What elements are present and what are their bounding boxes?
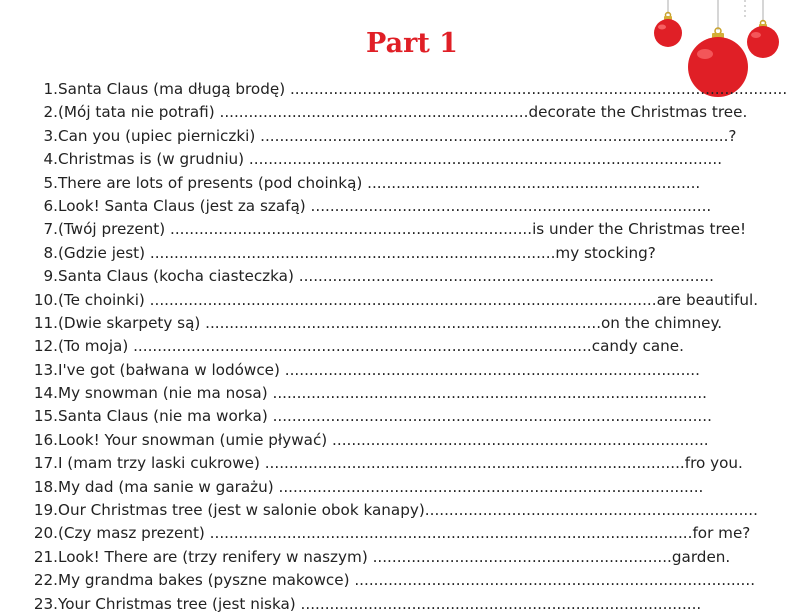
- exercise-number: 12.: [33, 337, 58, 356]
- exercise-sentence: (Twój prezent) ...........................................................................is under the Christmas tree!: [58, 220, 747, 239]
- exercise-number: 8.: [43, 243, 58, 262]
- exercise-item: [0, 405, 800, 428]
- exercise-sentence: (Mój tata nie potrafi) ................................................................decorate the Christmas tree.: [58, 103, 748, 122]
- exercise-number: 6.: [43, 196, 58, 215]
- exercise-number: 1.: [43, 80, 58, 98]
- exercise-number: 7.: [43, 220, 58, 239]
- exercise-sentence: (To moja) ...............................................................................................candy cane.: [58, 337, 684, 356]
- exercise-sentence: There are lots of presents (pod choinką) .....................................................................: [58, 173, 701, 192]
- exercise-item: [0, 195, 800, 218]
- exercise-sentence: Look! Your snowman (umie pływać) ..............................................................................: [58, 430, 709, 449]
- exercise-number: 10.: [33, 290, 58, 309]
- exercise-item: [0, 218, 800, 241]
- exercise-sentence: (Czy masz prezent) ....................................................................................................for me?: [58, 524, 751, 543]
- exercise-item: [0, 522, 800, 545]
- exercise-sentence: My grandma bakes (pyszne makowce) ...................................................................................: [58, 571, 756, 590]
- exercise-sentence: Christmas is (w grudniu) ..................................................................................................: [58, 150, 723, 169]
- exercise-sentence: (Gdzie jest) ....................................................................................my stocking?: [58, 243, 656, 262]
- exercise-number: 22.: [33, 571, 58, 590]
- exercise-item: [0, 78, 800, 101]
- exercise-number: 14.: [33, 384, 58, 403]
- exercise-number: 4.: [43, 150, 58, 169]
- exercise-item: [0, 335, 800, 358]
- exercise-sentence: I (mam trzy laski cukrowe) .......................................................................................fro you.: [58, 454, 743, 473]
- exercise-item: [0, 452, 800, 475]
- exercise-list: [0, 78, 800, 616]
- exercise-item: [0, 476, 800, 499]
- exercise-sentence: (Dwie skarpety są) ..................................................................................on the chimney.: [58, 313, 723, 332]
- exercise-sentence: Our Christmas tree (jest w salonie obok kanapy).....................................................................: [58, 501, 758, 520]
- exercise-sentence: Look! Santa Claus (jest za szafą) ...................................................................................: [58, 196, 712, 215]
- exercise-sentence: My snowman (nie ma nosa) ..........................................................................................: [58, 384, 707, 403]
- exercise-number: 5.: [43, 173, 58, 192]
- exercise-item: [0, 312, 800, 335]
- exercise-item: [0, 242, 800, 265]
- exercise-sentence: Can you (upiec pierniczki) .................................................................................................?: [58, 126, 737, 145]
- exercise-sentence: My dad (ma sanie w garażu) ........................................................................................: [58, 477, 704, 496]
- exercise-item: [0, 546, 800, 569]
- exercise-item: [0, 265, 800, 288]
- exercise-number: 9.: [43, 267, 58, 286]
- exercise-number: 18.: [33, 477, 58, 496]
- exercise-sentence: Your Christmas tree (jest niska) ...................................................................................: [58, 594, 702, 613]
- exercise-number: 16.: [33, 430, 58, 449]
- exercise-number: 23.: [33, 594, 58, 613]
- ornament-small-left: [654, 13, 682, 48]
- exercise-item: [0, 429, 800, 452]
- exercise-number: 17.: [33, 454, 58, 473]
- exercise-item: [0, 499, 800, 522]
- exercise-number: 21.: [33, 547, 58, 566]
- exercise-sentence: I've got (bałwana w lodówce) ......................................................................................: [58, 360, 700, 379]
- exercise-number: 11.: [33, 313, 58, 332]
- exercise-item: [0, 125, 800, 148]
- ornament-small-right: [747, 21, 779, 59]
- exercise-number: 15.: [33, 407, 58, 426]
- exercise-item: [0, 382, 800, 405]
- exercise-sentence: (Te choinki) .........................................................................................................are beautiful.: [58, 290, 759, 309]
- exercise-item: [0, 289, 800, 312]
- exercise-number: 13.: [33, 360, 58, 379]
- exercise-item: [0, 101, 800, 124]
- exercise-sentence: Santa Claus (nie ma worka) ...........................................................................................: [58, 407, 712, 426]
- exercise-item: [0, 359, 800, 382]
- exercise-item: [0, 148, 800, 171]
- exercise-sentence: Santa Claus (kocha ciasteczka) ......................................................................................: [58, 267, 714, 286]
- page-title: Part 1: [366, 28, 458, 59]
- exercise-item: [0, 569, 800, 592]
- exercise-item: [0, 593, 800, 616]
- exercise-number: 20.: [33, 524, 58, 543]
- exercise-item: [0, 172, 800, 195]
- exercise-sentence: Look! There are (trzy renifery w naszym) ..............................................................garden.: [58, 547, 731, 566]
- exercise-number: 3.: [43, 126, 58, 145]
- exercise-sentence: Santa Claus (ma długą brodę) .......................................................................................................: [58, 80, 788, 98]
- exercise-number: 19.: [33, 501, 58, 520]
- exercise-number: 2.: [43, 103, 58, 122]
